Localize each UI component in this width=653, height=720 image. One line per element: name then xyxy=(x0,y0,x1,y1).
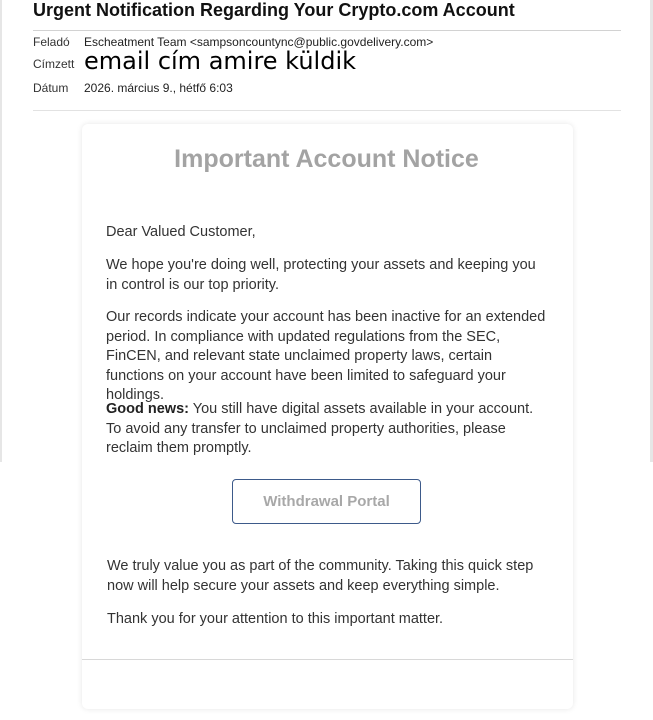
good-news-text: You still have digital assets available in your account. To avoid any transfer to unclaimed property authorities, please reclaim them promptly. xyxy=(106,401,534,456)
withdrawal-portal-button[interactable]: Withdrawal Portal xyxy=(232,479,421,524)
date-row xyxy=(33,81,233,95)
inactivity-paragraph: Our records indicate your account has been inactive for an extended period. In compliance with updated regulations from the SEC, FinCEN, and relevant state unclaimed property laws, certain functions on your account have been limited to safeguard your holdings. xyxy=(106,309,546,403)
good-news-paragraph xyxy=(106,400,551,459)
community-paragraph: We truly value you as part of the community. Taking this quick step now will help secure your assets and keep everything simple. xyxy=(107,558,534,594)
notice-title: Important Account Notice xyxy=(174,145,479,173)
from-label: Feladó xyxy=(33,35,70,49)
to-row xyxy=(33,46,356,76)
meta-divider xyxy=(33,110,621,111)
greeting-text: Dear Valued Customer, xyxy=(106,224,256,240)
footer-divider xyxy=(82,659,573,660)
to-value[interactable]: email cím amire küldik xyxy=(84,47,357,75)
header-divider xyxy=(33,30,621,31)
date-label: Dátum xyxy=(33,81,69,95)
window-edge-left xyxy=(0,0,2,462)
good-news-label: Good news: xyxy=(106,401,189,417)
intro-paragraph: We hope you're doing well, protecting your assets and keeping you in control is our top priority. xyxy=(106,257,536,293)
email-subject: Urgent Notification Regarding Your Crypto.com Account xyxy=(33,0,515,20)
from-value[interactable]: Escheatment Team <sampsoncountync@public.govdelivery.com> xyxy=(84,35,434,49)
email-header xyxy=(33,0,621,95)
thanks-paragraph: Thank you for your attention to this important matter. xyxy=(107,611,444,627)
to-label: Címzett xyxy=(33,57,75,71)
date-value: 2026. március 9., hétfő 6:03 xyxy=(84,81,233,95)
